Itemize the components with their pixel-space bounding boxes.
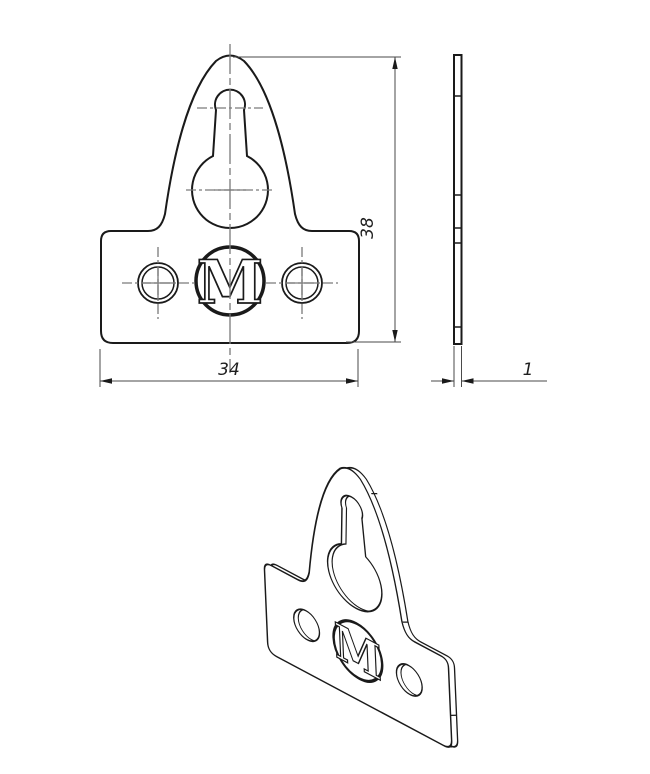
height-arrow-top xyxy=(392,57,397,69)
height-dim-value: 38 xyxy=(358,217,378,239)
thickness-arrow-left xyxy=(442,378,454,383)
width-dimension xyxy=(100,349,358,387)
height-arrow-bottom xyxy=(392,330,397,342)
width-arrow-right xyxy=(346,378,358,383)
width-arrow-left xyxy=(100,378,112,383)
isometric-view xyxy=(258,417,458,753)
side-view xyxy=(454,55,462,344)
thickness-dimension xyxy=(431,346,547,387)
width-dim-value: 34 xyxy=(218,360,240,380)
side-profile xyxy=(454,55,462,344)
thickness-dim-value: 1 xyxy=(522,360,534,380)
thickness-arrow-right xyxy=(462,378,474,383)
